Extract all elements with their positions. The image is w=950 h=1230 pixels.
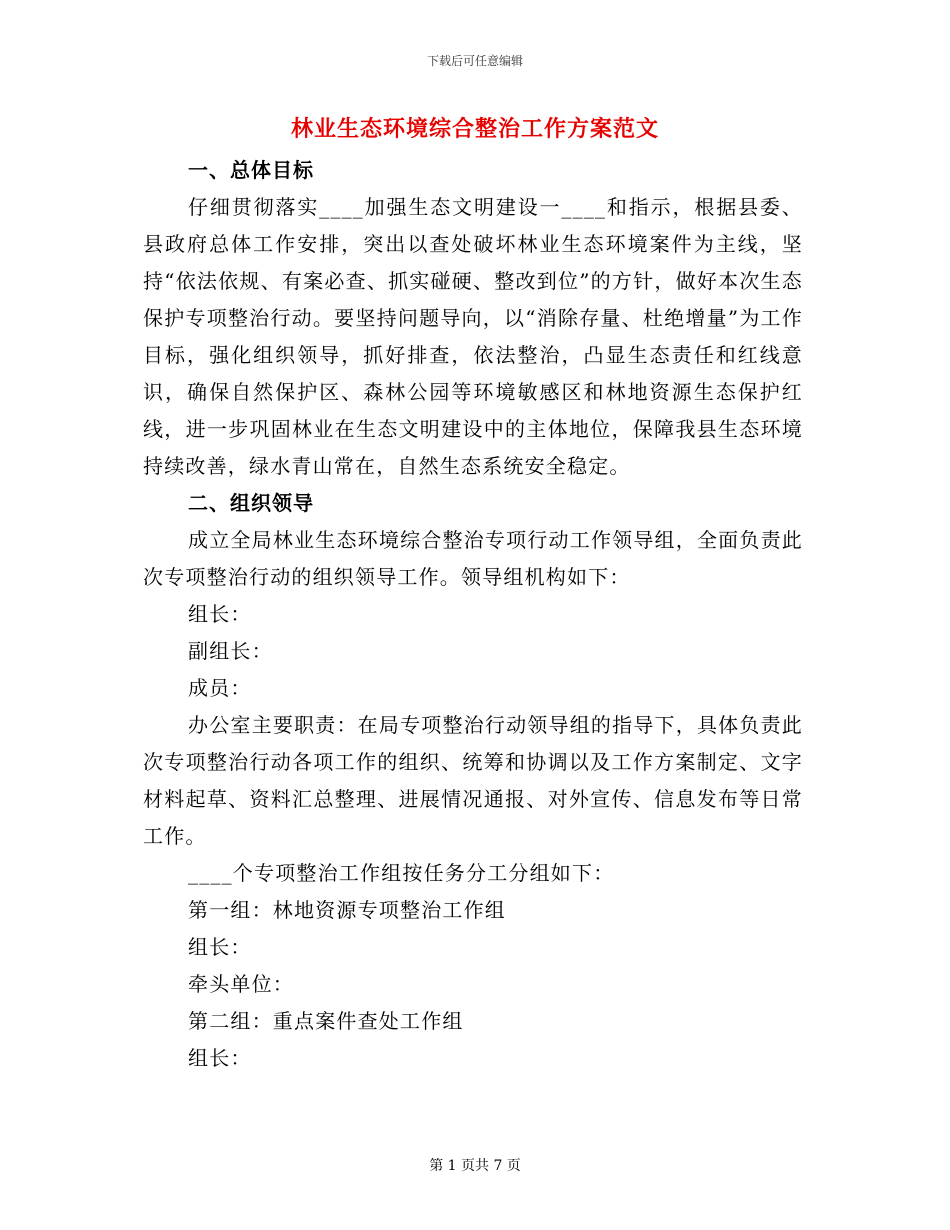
paragraph-office-duties: 办公室主要职责：在局专项整治行动领导组的指导下，具体负责此次专项整治行动各项工作的组织、统筹和协调以及工作方案制定、文字材料起草、资料汇总整理、进展情况通报、对外宣传、信息发布等日常工作。 <box>143 713 803 848</box>
paragraph-groups-intro: ____个专项整治工作组按任务分工分组如下： <box>188 861 615 885</box>
page-header-note: 下载后可任意编辑 <box>426 54 523 68</box>
page-number: 第 1 页共 7 页 <box>429 1158 521 1174</box>
group-1-lead-unit: 牵头单位： <box>188 972 294 996</box>
group-2-name: 第二组：重点案件查处工作组 <box>188 1009 464 1033</box>
document-title: 林业生态环境综合整治工作方案范文 <box>290 116 659 142</box>
group-2-leader: 组长： <box>188 1046 252 1070</box>
section-heading-goals: 一、总体目标 <box>188 158 314 182</box>
line-deputy-leader: 副组长： <box>188 639 273 663</box>
paragraph-organization: 成立全局林业生态环境综合整治专项行动工作领导组，全面负责此次专项整治行动的组织领导工作。领导组机构如下： <box>143 528 803 589</box>
section-heading-organization: 二、组织领导 <box>188 491 314 515</box>
document-body <box>143 152 803 1077</box>
paragraph-goals: 仔细贯彻落实____加强生态文明建设一____和指示，根据县委、县政府总体工作安排，突出以查处破坏林业生态环境案件为主线，坚持“依法依规、有案必查、抓实碰硬、整改到位”的方针，做好本次生态保护专项整治行动。要坚持问题导向，以“消除存量、杜绝增量”为工作目标，强化组织领导，抓好排查，依法整治，凸显生态责任和红线意识，确保自然保护区、森林公园等环境敏感区和林地资源生态保护红线，进一步巩固林业在生态文明建设中的主体地位，保障我县生态环境持续改善，绿水青山常在，自然生态系统安全稳定。 <box>143 195 803 478</box>
group-1-leader: 组长： <box>188 935 252 959</box>
line-members: 成员： <box>188 676 252 700</box>
line-leader: 组长： <box>188 602 252 626</box>
group-1-name: 第一组：林地资源专项整治工作组 <box>188 898 506 922</box>
